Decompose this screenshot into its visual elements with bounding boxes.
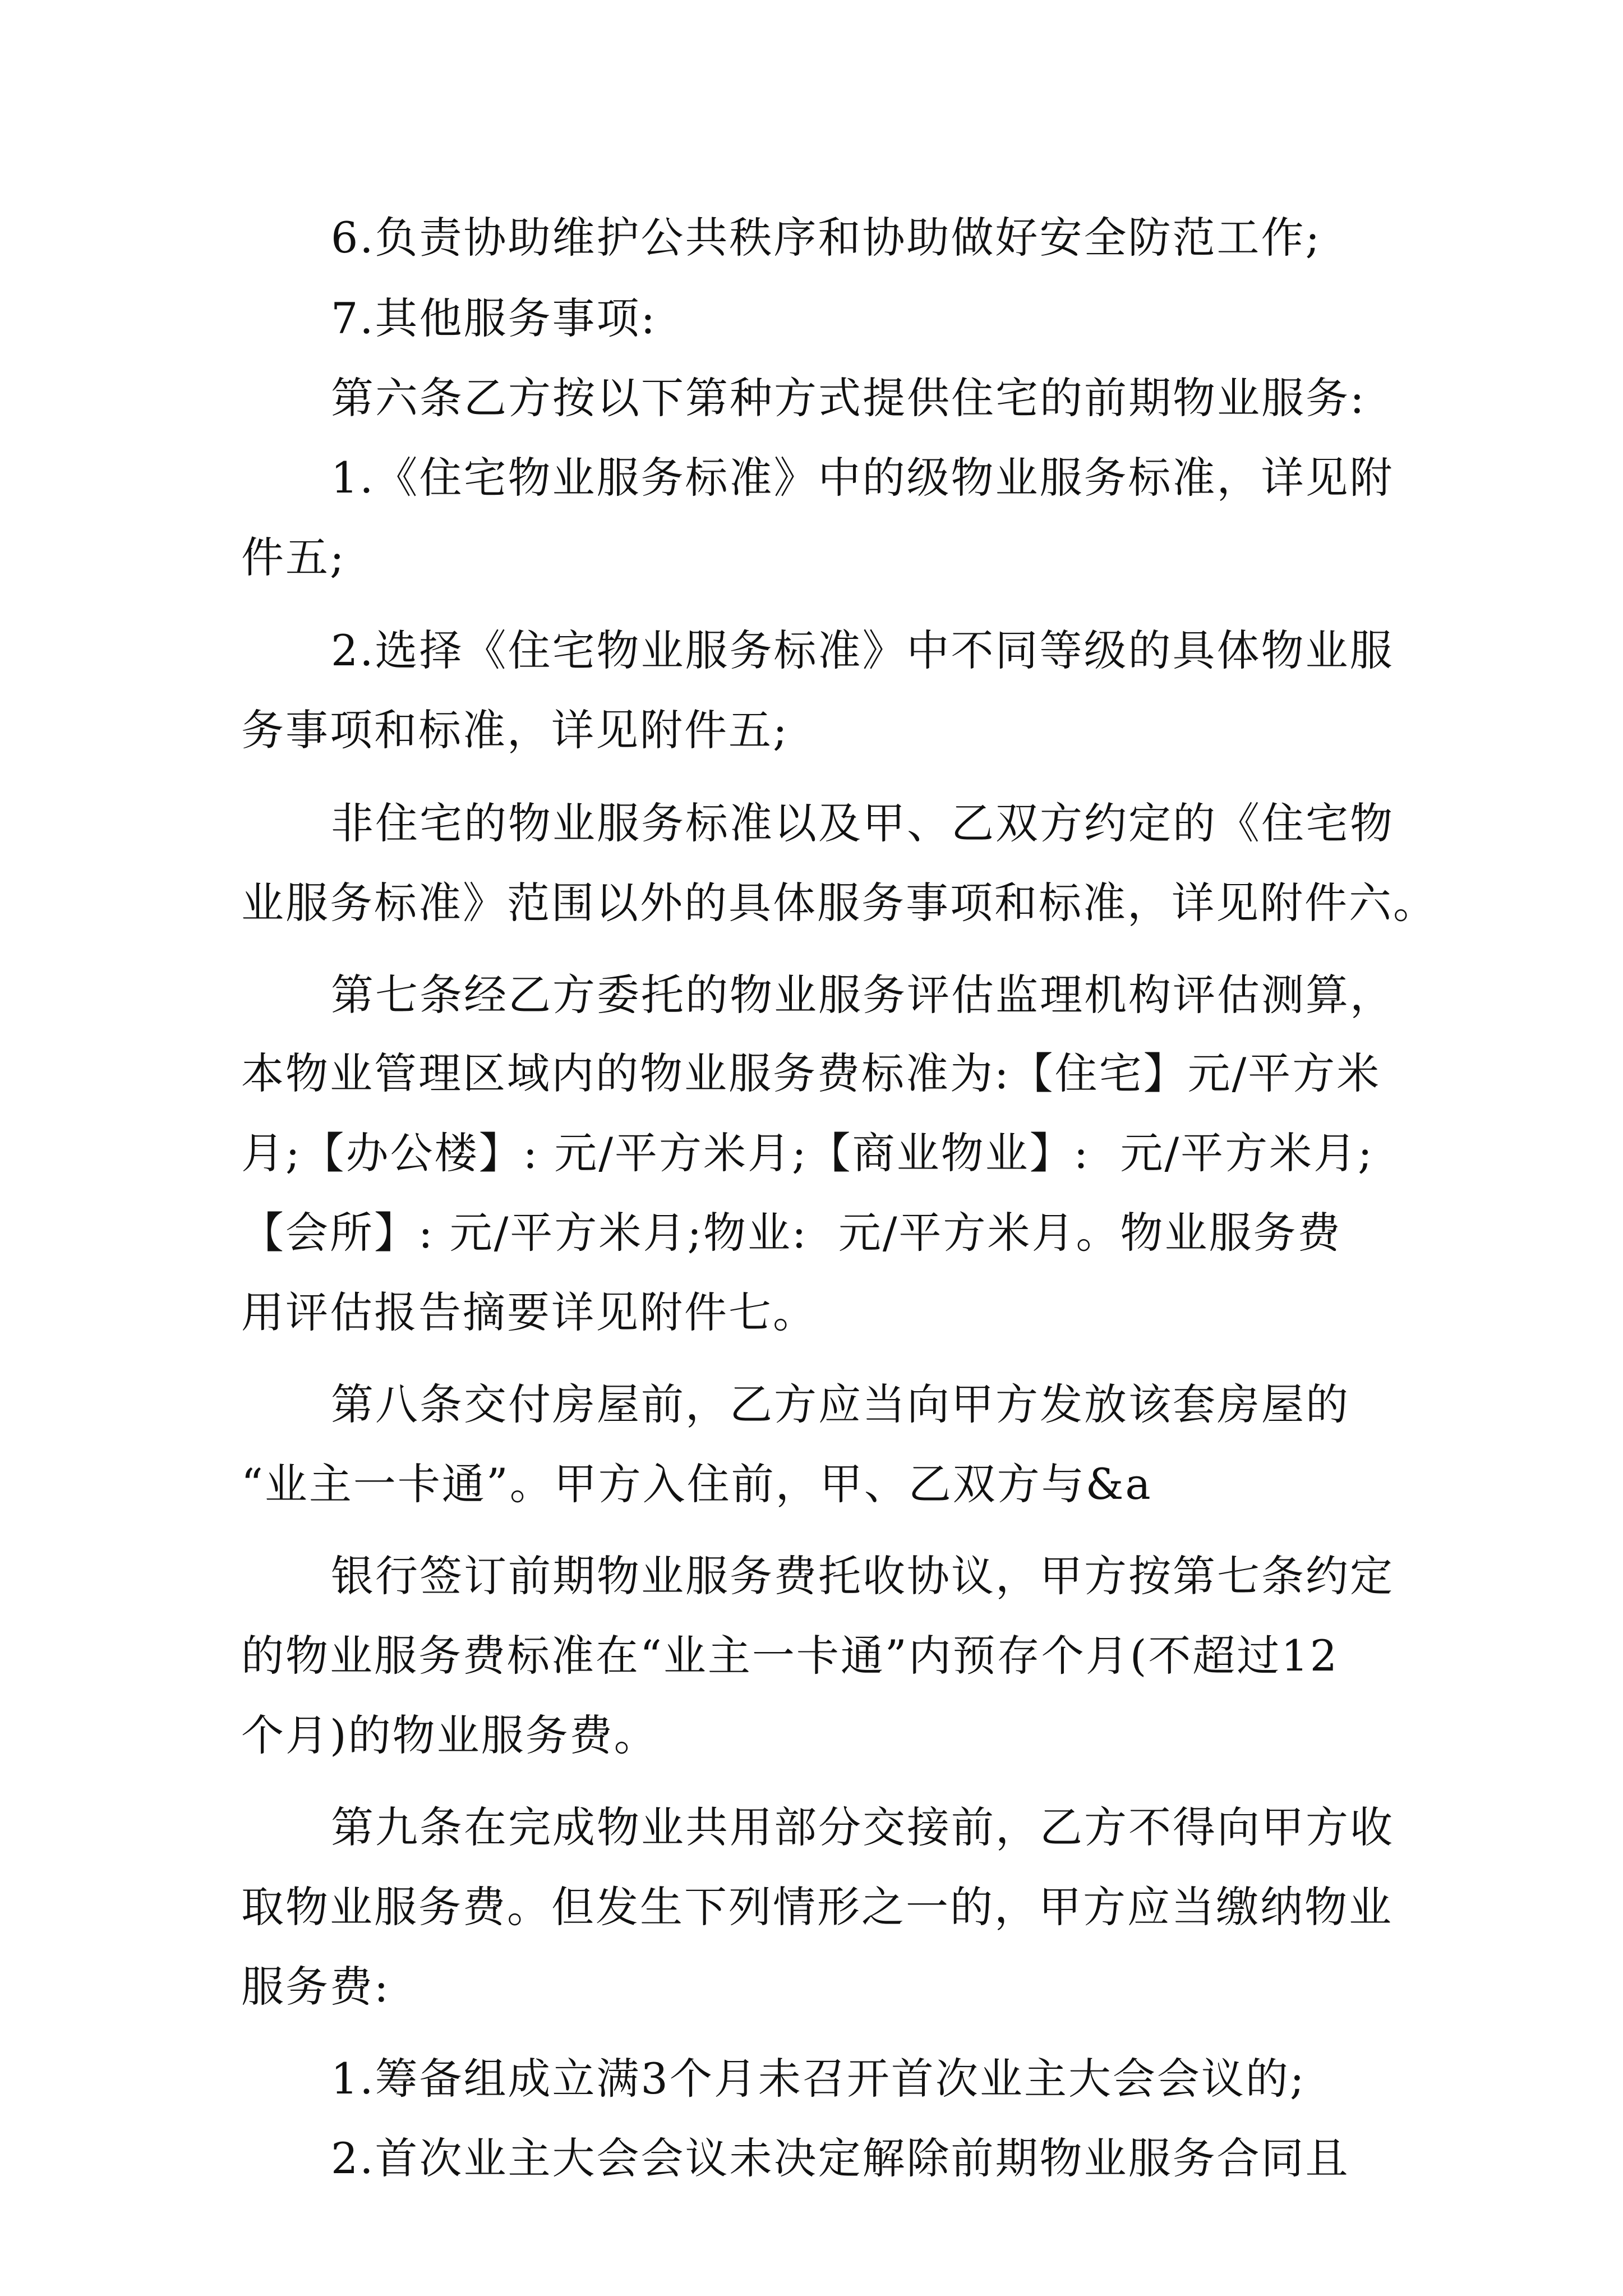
text-line: 取物业服务费。但发生下列情形之一的，甲方应当缴纳物业 [241,1882,1393,1932]
text-line: 银行签订前期物业服务费托收协议，甲方按第七条约定 [331,1551,1394,1601]
text-line: 非住宅的物业服务标准以及甲、乙双方约定的《住宅物 [331,798,1394,848]
text-line: 1.筹备组成立满3个月未召开首次业主大会会议的; [331,2054,1306,2104]
text-line: 服务费: [241,1962,390,2012]
text-line: 第九条在完成物业共用部分交接前，乙方不得向甲方收 [331,1802,1394,1852]
text-line: 【会所】: 元/平方米月;物业: 元/平方米月。物业服务费 [241,1208,1342,1258]
text-line: 用评估报告摘要详见附件七。 [241,1287,817,1337]
text-line: 第七条经乙方委托的物业服务评估监理机构评估测算， [331,970,1394,1020]
text-line: 的物业服务费标准在“业主一卡通”内预存个月(不超过12 [241,1631,1339,1681]
text-line: 业服务标准》范围以外的具体服务事项和标准，详见附件六。 [241,878,1437,928]
text-line: 1.《住宅物业服务标准》中的级物业服务标准，详见附 [331,453,1394,503]
text-line: 6.负责协助维护公共秩序和协助做好安全防范工作; [331,213,1322,263]
text-line: 第八条交付房屋前，乙方应当向甲方发放该套房屋的 [331,1379,1350,1429]
text-line: 2.首次业主大会会议未决定解除前期物业服务合同且 [331,2133,1350,2183]
text-line: 7.其他服务事项: [331,293,657,343]
text-line: 第六条乙方按以下第种方式提供住宅的前期物业服务: [331,373,1366,423]
text-line: 件五; [241,532,346,582]
text-line: 2.选择《住宅物业服务标准》中不同等级的具体物业服 [331,625,1394,675]
text-line: 本物业管理区域内的物业服务费标准为:【住宅】元/平方米 [241,1048,1381,1098]
text-line: “业主一卡通”。甲方入住前，甲、乙双方与&a [241,1459,1152,1509]
text-line: 个月)的物业服务费。 [241,1710,658,1760]
text-line: 务事项和标准，详见附件五; [241,705,789,755]
text-line: 月;【办公楼】: 元/平方米月;【商业物业】: 元/平方米月; [241,1128,1374,1178]
